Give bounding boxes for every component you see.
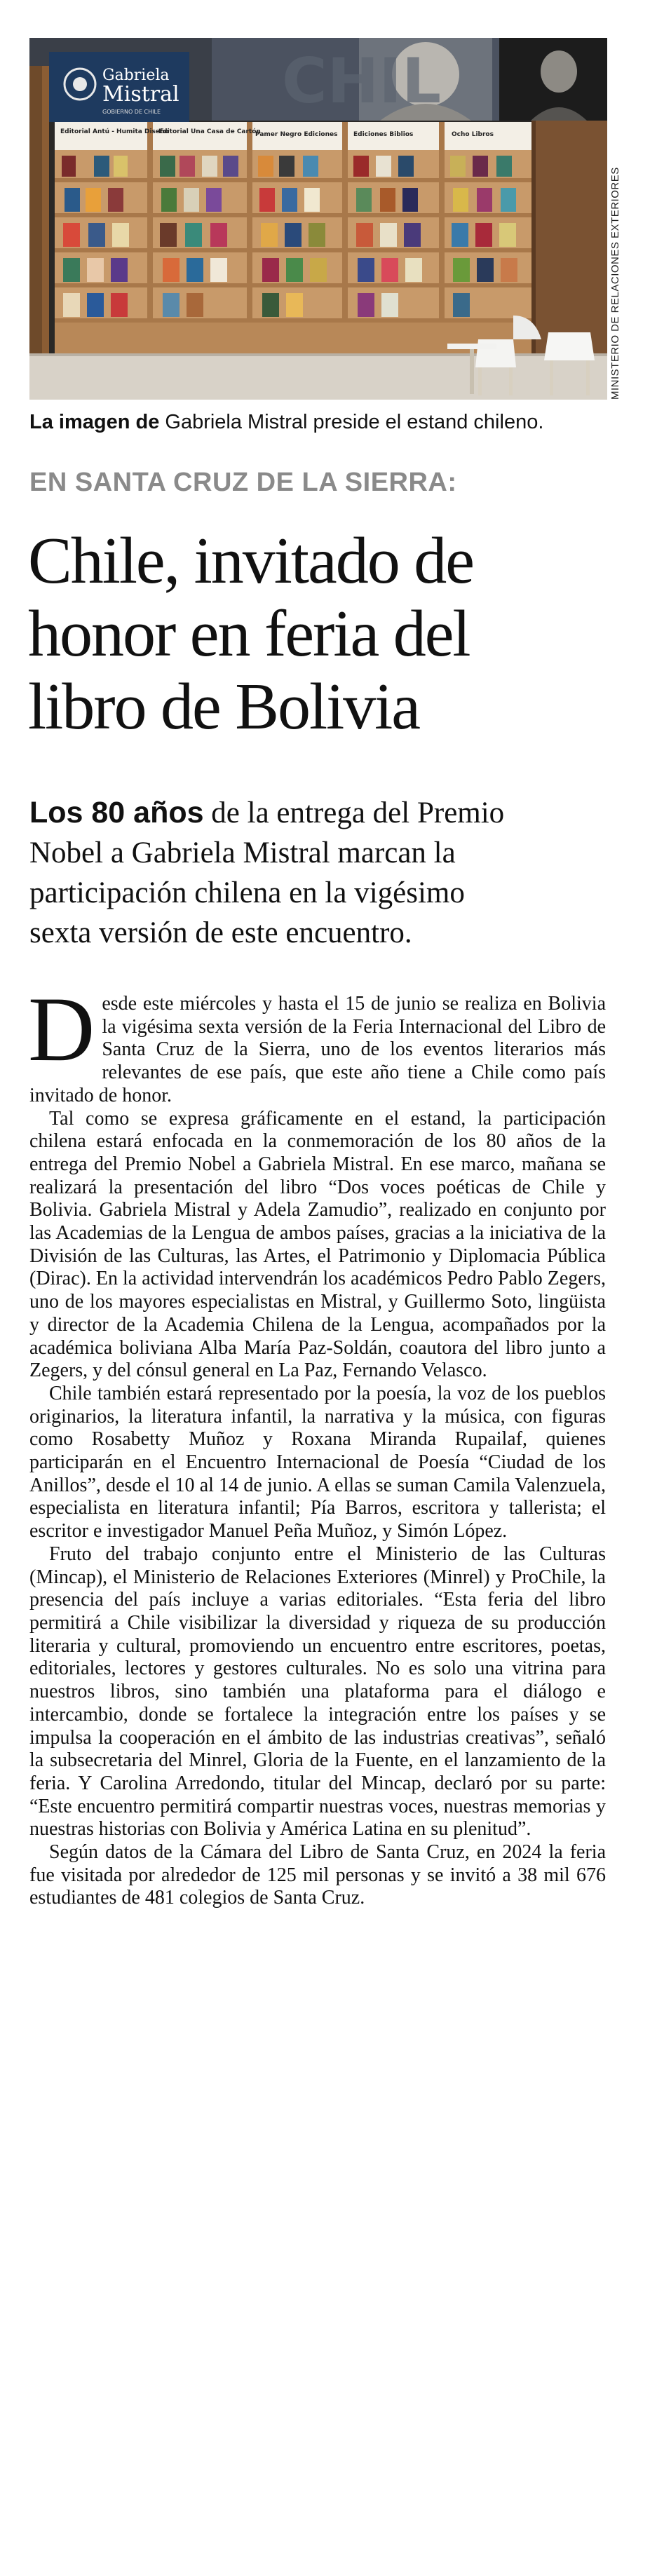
kicker: EN SANTA CRUZ DE LA SIERRA: — [29, 468, 457, 497]
lead — [29, 793, 625, 953]
lead-line-3: participación chilena en la vigésimo — [29, 876, 465, 909]
shelf-label-4: Ediciones Biblios — [353, 131, 414, 138]
drop-cap: D — [28, 977, 95, 1080]
svg-text:CHIL: CHIL — [282, 45, 442, 117]
headline — [28, 524, 631, 743]
headline-line-1: Chile, invitado de — [28, 524, 473, 597]
sign-name-top: Gabriela — [102, 67, 170, 84]
shelf-label-5: Ocho Libros — [452, 131, 494, 138]
paragraph-3: Chile también estará representado por la poesía, la voz de los pueblos originarios, la literatura infantil, la narrativa y la música, con figuras como Rosabetty Muñoz y Roxana Miranda Rupailaf, quienes participarán en el Encuentro Internacional de Poesía “Ciudad de los Anillos”, desde el 10 al 14 de junio. A ellas se suman Camila Valenzuela, especialista en literatura infantil; Pía Barros, escritora y tallerista; el escritor e investigador Manuel Peña Muñoz, y Simón López. — [29, 1382, 606, 1543]
article-body — [28, 977, 606, 1910]
shelf-label-2: Editorial Una Casa de Cartón — [158, 128, 261, 135]
lead-bold: Los 80 años — [29, 796, 204, 829]
headline-line-3: libro de Bolivia — [28, 670, 420, 743]
lead-line-1-rest: de la entrega del Premio — [203, 796, 505, 829]
caption-text: Gabriela Mistral preside el estand chileno. — [159, 411, 544, 433]
headline-line-2: honor en feria del — [28, 597, 470, 670]
lead-line-2: Nobel a Gabriela Mistral marcan la — [29, 836, 456, 869]
shelf-label-1: Editorial Antú - Humita Diseño — [60, 128, 169, 135]
photo-caption — [29, 409, 607, 435]
bookshelves — [55, 122, 531, 353]
paragraph-5: Según datos de la Cámara del Libro de Santa Cruz, en 2024 la feria fue visitada por alrededor de 125 mil personas y se invitó a 38 mil 676 estudiantes de 481 colegios de Santa Cruz. — [29, 1841, 606, 1909]
paragraph-2: Tal como se expresa gráficamente en el estand, la participación chilena estará enfocada en la conmemoración de los 80 años de la entrega del Premio Nobel a Gabriela Mistral. En ese marco, mañana se realizará la presentación del libro “Dos voces poéticas de Chile y Bolivia. Gabriela Mistral y Adela Zamudio”, realizado en conjunto por las Academias de la Lengua de ambos países, gracias a la iniciativa de la División de las Culturas, las Artes, el Patrimonio y Diplomacia Pública (Dirac). En la actividad intervendrán los académicos Pedro Pablo Zegers, uno de los mayores especialistas en Mistral, y Guillermo Soto, lingüista y director de la Academia Chilena de la Lengua, acompañados por la académica boliviana Alba María Paz-Soldán, coautora del libro junto a Zegers, y del cónsul general en La Paz, Fernando Velasco. — [29, 1107, 606, 1382]
stand-photo-illustration — [29, 38, 607, 400]
stand-photo — [29, 38, 607, 400]
paragraph-1-text: esde este miércoles y hasta el 15 de junio se realiza en Bolivia la vigésima sexta versión de la Feria Internacional del Libro de Santa Cruz de la Sierra, uno de los eventos literarios más relevantes de ese país, que este año tiene a Chile como país invitado de honor. — [29, 993, 606, 1106]
sign-small: GOBIERNO DE CHILE — [102, 109, 161, 115]
paragraph-4: Fruto del trabajo conjunto entre el Ministerio de las Culturas (Mincap), el Ministerio de Relaciones Exteriores (Minrel) y ProChile, la presencia del país incluye a varias editoriales. “Esta feria del libro permitirá a Chile visibilizar la diversidad y riqueza de su producción literaria y cultural, promoviendo un encuentro entre escritores, poetas, editoriales, lectores y gestores culturales. No es solo una vitrina para nuestros libros, sino también una plataforma para el diálogo e intercambio, donde se fortalece la integración entre los países y se impulsa la cooperación en el ámbito de las industrias creativas”, señaló la subsecretaria del Minrel, Gloria de la Fuente, en el lanzamiento de la feria. Y Carolina Arredondo, titular del Mincap, declaró por su parte: “Este encuentro permitirá compartir nuestras voces, nuestras memorias y nuestras historias con Bolivia y América Latina en su plenitud”. — [29, 1543, 606, 1841]
shelf-label-3: Pamer Negro Ediciones — [255, 131, 338, 138]
paragraph-1 — [28, 977, 606, 1108]
lead-line-4: sexta versión de este encuentro. — [29, 916, 412, 949]
photo-credit: MINISTERIO DE RELACIONES EXTERIORES — [609, 167, 621, 400]
sign-name-bottom: Mistral — [102, 82, 180, 107]
lead-line-1 — [29, 793, 625, 833]
caption-bold: La imagen de — [29, 411, 160, 433]
